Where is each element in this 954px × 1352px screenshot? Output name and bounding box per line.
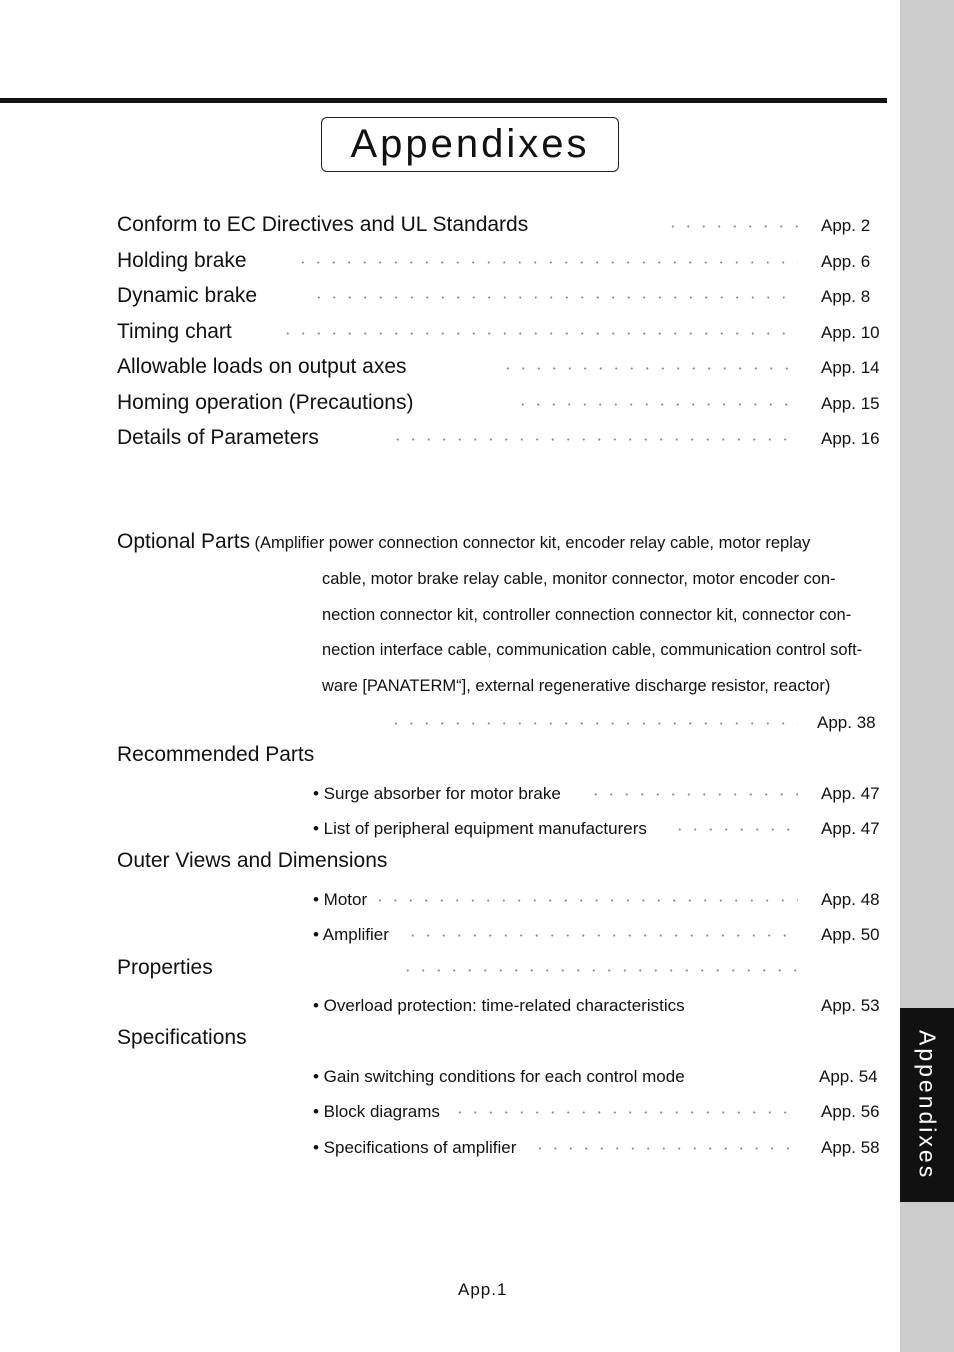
toc-entry [0, 1133, 900, 1163]
section-heading: Recommended Parts [117, 743, 315, 766]
toc-label: • Amplifier [313, 925, 389, 944]
toc-page: App. 58 [821, 1138, 880, 1157]
section-heading: Optional Parts [117, 530, 251, 553]
toc-page: App. 15 [821, 394, 880, 413]
toc-entry [0, 424, 900, 454]
title-box [321, 117, 619, 172]
toc-page: App. 6 [821, 252, 871, 271]
optional-parts-desc: ware [PANATERM“], external regenerative discharge resistor, reactor) [322, 677, 831, 695]
toc-label: • List of peripheral equipment manufacturers [313, 819, 647, 838]
optional-parts-desc: nection interface cable, communication cable, communication control soft- [322, 641, 863, 659]
toc-page: App. 56 [821, 1102, 880, 1121]
toc-page: App. 50 [821, 925, 880, 944]
optional-parts-desc: (Amplifier power connection connector kit, encoder relay cable, motor replay [254, 534, 811, 552]
section-heading: Specifications [117, 1026, 247, 1049]
toc-entry [0, 211, 900, 241]
leader-dots [390, 438, 798, 441]
toc-page: App. 54 [819, 1067, 878, 1086]
toc-entry [0, 708, 900, 738]
toc-page: App. 10 [821, 323, 880, 342]
toc-label: Holding brake [117, 249, 247, 272]
optional-parts-desc: cable, motor brake relay cable, monitor connector, motor encoder con- [322, 570, 836, 588]
toc-label: Allowable loads on output axes [117, 355, 407, 378]
leader-dots [672, 828, 798, 831]
toc-entry [0, 1062, 900, 1092]
leader-dots [588, 793, 798, 796]
leader-dots [295, 261, 798, 264]
optional-parts-entry [117, 530, 810, 554]
toc-page: App. 47 [821, 819, 880, 838]
toc-label: • Specifications of amplifier [313, 1138, 517, 1157]
page-number: App.1 [458, 1280, 508, 1299]
toc-entry [0, 353, 900, 383]
toc-label: • Motor [313, 890, 368, 909]
optional-parts-desc: nection connector kit, controller connection connector kit, connector con- [322, 606, 852, 624]
toc-label: Conform to EC Directives and UL Standards [117, 213, 529, 236]
toc-entry [0, 318, 900, 348]
leader-dots [388, 722, 798, 725]
toc-entry [0, 885, 900, 915]
leader-dots [665, 225, 798, 228]
section-heading: Outer Views and Dimensions [117, 849, 388, 872]
toc-label: Details of Parameters [117, 426, 319, 449]
leader-dots [515, 403, 798, 406]
leader-dots [500, 367, 798, 370]
toc-label: • Block diagrams [313, 1102, 440, 1121]
leader-dots [405, 934, 798, 937]
toc-page: App. 2 [821, 216, 871, 235]
toc-entry [0, 282, 900, 312]
toc-page: App. 14 [821, 358, 880, 377]
toc-label: • Gain switching conditions for each control mode [313, 1067, 685, 1086]
toc-page: App. 47 [821, 784, 880, 803]
toc-entry [0, 389, 900, 419]
toc-label: • Overload protection: time-related characteristics [313, 996, 685, 1015]
leader-dots [280, 332, 798, 335]
toc-entry [0, 920, 900, 950]
page-title: Appendixes [350, 122, 590, 166]
side-index-tab [900, 1008, 954, 1202]
toc-page: App. 53 [821, 996, 880, 1015]
toc-page: App. 38 [817, 713, 876, 732]
toc-entry [0, 1097, 900, 1127]
leader-dots [400, 969, 798, 972]
top-rule [0, 98, 887, 103]
toc-label: Homing operation (Precautions) [117, 391, 414, 414]
leader-dots [532, 1147, 798, 1150]
toc-entry [0, 814, 900, 844]
leader-dots [311, 296, 798, 299]
toc-page: App. 16 [821, 429, 880, 448]
toc-entry [0, 991, 900, 1021]
section-heading: Properties [117, 956, 213, 979]
toc-label: • Surge absorber for motor brake [313, 784, 561, 803]
side-tab-label: Appendixes [914, 1029, 941, 1181]
leader-dots [452, 1111, 798, 1114]
leader-dots [372, 899, 798, 902]
toc-label: Dynamic brake [117, 284, 258, 307]
toc-entry [0, 247, 900, 277]
toc-label: Timing chart [117, 320, 232, 343]
toc-entry [0, 779, 900, 809]
toc-page: App. 8 [821, 287, 871, 306]
toc-page: App. 48 [821, 890, 880, 909]
